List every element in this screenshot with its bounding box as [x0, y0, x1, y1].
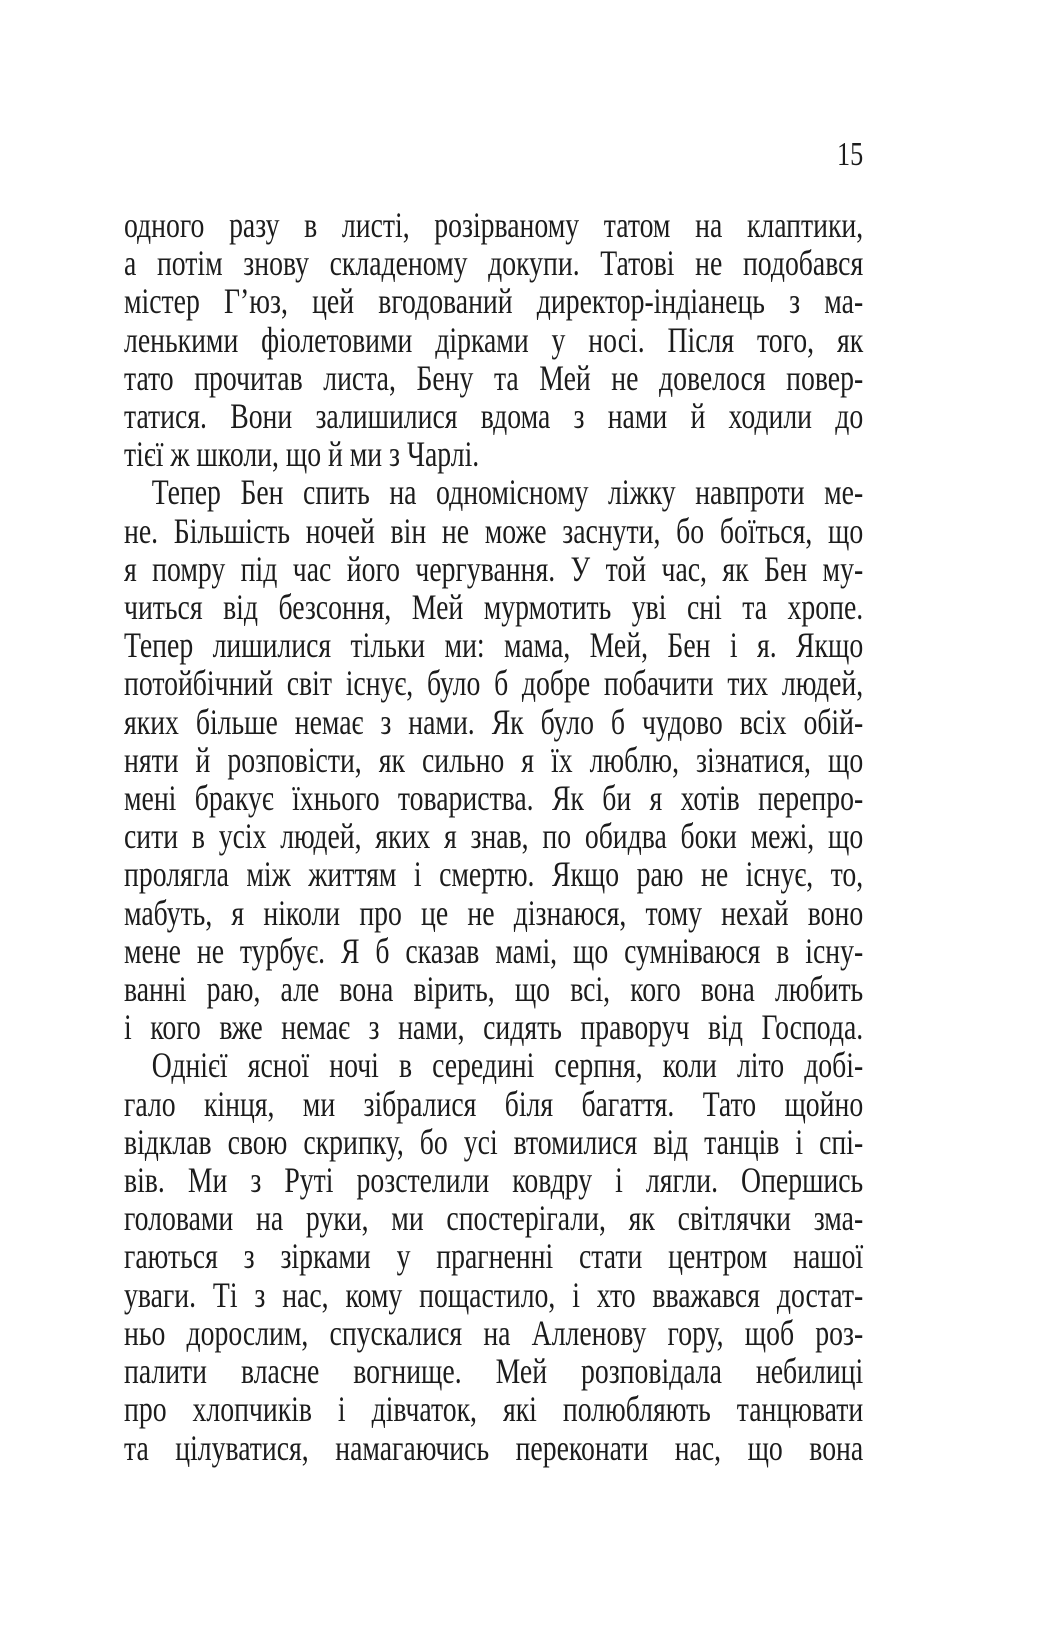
text-line: няти й розповісти, як сильно я їх люблю, зізнатися, що [124, 739, 864, 780]
text-line: а потім знову складеному докупи. Татові не подобався [124, 243, 864, 284]
text-line: уваги. Ті з нас, кому пощастило, і хто вважався достат- [124, 1274, 864, 1315]
text-line: та цілуватися, намагаючись переконати нас, що вона [124, 1427, 864, 1468]
text-line: і кого вже немає з нами, сидять праворуч від Господа. [124, 1007, 864, 1048]
text-line: ленькими фіолетовими дірками у носі. Після того, як [124, 319, 864, 360]
text-line: одного разу в листі, розірваному татом на клаптики, [124, 205, 864, 245]
text-line: тато прочитав листа, Бену та Мей не довелося повер- [124, 357, 864, 398]
text-line: ньо дорослим, спускалися на Алленову гору, щоб роз- [124, 1312, 864, 1353]
text-line: гаються з зірками у прагненні стати центром нашої [124, 1236, 864, 1277]
page-number: 15 [837, 136, 864, 173]
text-line: мабуть, я ніколи про це не дізнаюся, тому нехай воно [124, 892, 864, 933]
text-line: пролягла між життям і смертю. Якщо раю не існує, то, [124, 854, 864, 895]
paragraph [124, 206, 863, 473]
text-line: ванні раю, але вона вірить, що всі, кого вона любить [124, 969, 864, 1010]
text-line: я помру під час його чергування. У той час, як Бен му- [124, 548, 864, 589]
text-line: Тепер Бен спить на одномісному ліжку навпроти ме- [151, 472, 864, 513]
text-line: тієї ж школи, що й ми з Чарлі. [124, 434, 480, 475]
text-line: мене не турбує. Я б сказав мамі, що сумніваюся в існу- [124, 930, 864, 971]
text-line: Однієї ясної ночі в середині серпня, коли літо добі- [151, 1045, 864, 1086]
text-line: містер Г’юз, цей вгодований директор-індіанець з ма- [124, 281, 864, 322]
text-line: вів. Ми з Руті розстелили ковдру і лягли. Опершись [124, 1160, 864, 1201]
text-line: гало кінця, ми зібралися біля багаття. Тато щойно [124, 1083, 864, 1124]
text-line: не. Більшість ночей він не може заснути, бо боїться, що [124, 510, 864, 551]
text-line: про хлопчиків і дівчаток, які полюбляють танцювати [124, 1389, 864, 1430]
text-line: головами на руки, ми спостерігали, як світлячки зма- [124, 1198, 864, 1239]
text-line: читься від безсоння, Мей мурмотить уві сні та хропе. [124, 587, 864, 628]
paragraph [124, 1046, 863, 1466]
page-text [124, 206, 863, 1467]
text-line: палити власне вогнище. Мей розповідала небилиці [124, 1351, 864, 1392]
text-line: Тепер лишилися тільки ми: мама, Мей, Бен і я. Якщо [124, 625, 864, 666]
text-line: відклав свою скрипку, бо усі втомилися від танців і спі- [124, 1121, 864, 1162]
book-page [124, 136, 1040, 1467]
text-line: яких більше немає з нами. Як було б чудово всіх обій- [124, 701, 864, 742]
text-line: мені бракує їхнього товариства. Як би я хотів перепро- [124, 778, 864, 819]
text-line: потойбічний світ існує, було б добре побачити тих людей, [124, 663, 864, 704]
paragraph [124, 473, 863, 1046]
text-column [124, 136, 863, 1467]
text-line: татися. Вони залишилися вдома з нами й ходили до [124, 396, 864, 437]
text-line: сити в усіх людей, яких я знав, по обидва боки межі, що [124, 816, 864, 857]
